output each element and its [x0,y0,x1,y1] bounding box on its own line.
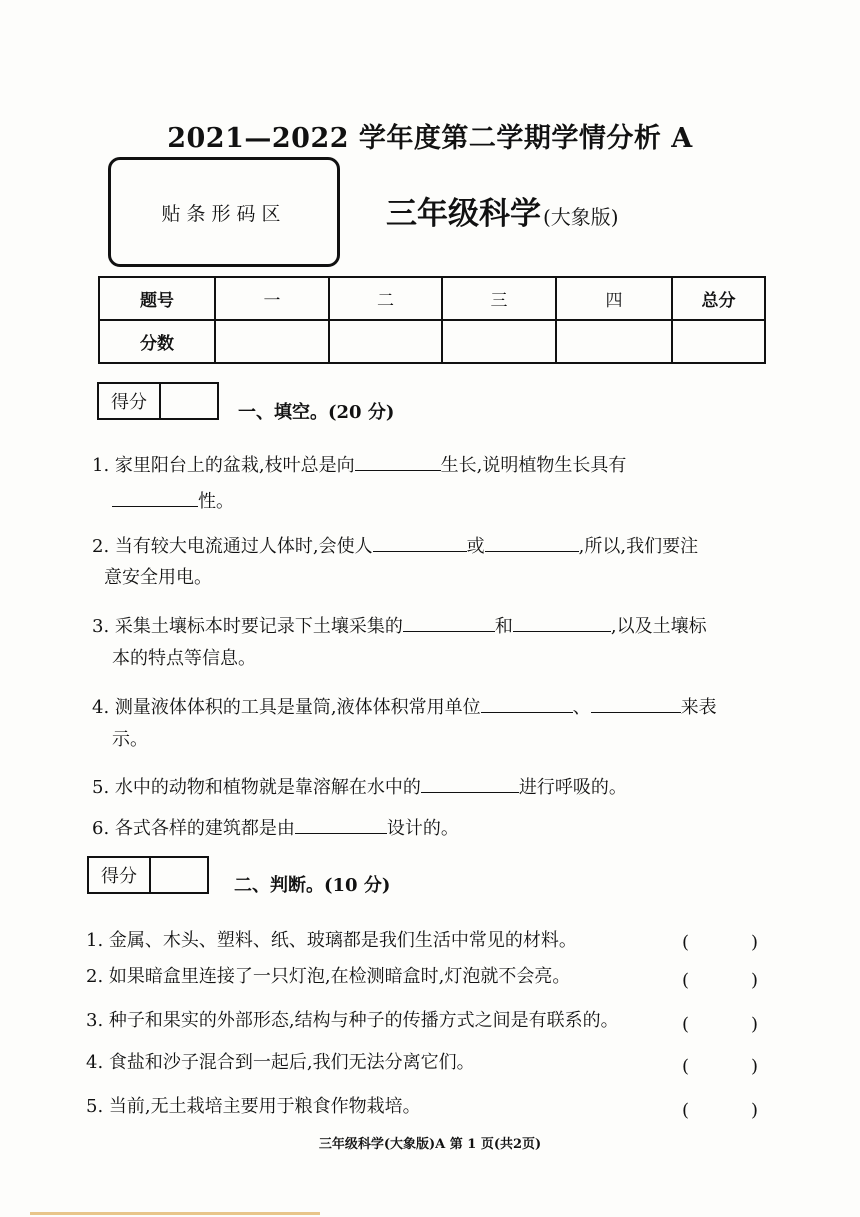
edition-label: (大象版) [543,205,619,229]
answer-blank[interactable] [481,694,573,713]
question-4-line-1 [92,694,772,719]
question-1-line-2 [112,488,792,513]
answer-paren-close: ) [751,932,759,953]
question-text: 进行呼吸的。 [518,777,627,798]
answer-paren-open: ( [682,1056,690,1077]
answer-paren-close: ) [751,1014,759,1035]
question-text: 性。 [198,491,234,512]
question-text: 或 [466,536,485,557]
table-row [99,277,765,320]
score-box-label: 得分 [99,384,161,418]
question-text: 1. 家里阳台上的盆栽,枝叶总是向 [92,455,355,476]
question-text: 4. 测量液体体积的工具是量筒,液体体积常用单位 [92,697,481,718]
judgment-item-5: 5. 当前,无土栽培主要用于粮食作物栽培。 [86,1096,421,1117]
question-text: 6. 各式各样的建筑都是由 [92,818,295,839]
score-summary-table [98,276,766,364]
question-text: 2. 当有较大电流通过人体时,会使人 [92,536,373,557]
judgment-item-4: 4. 食盐和沙子混合到一起后,我们无法分离它们。 [86,1052,475,1073]
answer-paren-close: ) [751,1056,759,1077]
question-text: 、 [572,697,591,718]
question-3-line-1 [92,613,772,638]
question-text: ,以及土壤标 [610,616,707,637]
answer-blank[interactable] [403,613,495,632]
answer-paren-open: ( [682,932,690,953]
section-score-box [97,382,219,420]
answer-blank[interactable] [295,815,387,834]
score-box-blank[interactable] [161,384,217,418]
score-cell[interactable] [442,320,556,363]
judgment-item-1: 1. 金属、木头、塑料、纸、玻璃都是我们生活中常见的材料。 [86,930,577,951]
answer-blank[interactable] [513,613,611,632]
table-header-cell: 三 [442,277,556,320]
table-row-label: 分数 [99,320,215,363]
question-6 [92,815,772,840]
page-footer: 三年级科学(大象版)A 第 1 页(共2页) [318,1137,542,1152]
question-text: 设计的。 [386,818,459,839]
score-box-blank[interactable] [151,858,207,892]
score-cell[interactable] [215,320,329,363]
section-score-box [87,856,209,894]
question-text: 3. 采集土壤标本时要记录下土壤采集的 [92,616,403,637]
answer-paren-close: ) [751,970,759,991]
subject-title [386,188,619,233]
score-cell[interactable] [672,320,765,363]
judgment-item-2: 2. 如果暗盒里连接了一只灯泡,在检测暗盒时,灯泡就不会亮。 [86,966,571,987]
table-header-cell: 四 [556,277,672,320]
question-text: 和 [494,616,513,637]
answer-blank[interactable] [591,694,681,713]
answer-blank[interactable] [421,774,519,793]
question-2-line-1 [92,533,772,558]
answer-blank[interactable] [112,488,198,507]
barcode-area [108,157,340,267]
section-2-title: 二、判断。(10 分) [234,875,391,896]
question-text: 来表 [680,697,717,718]
answer-paren-open: ( [682,1014,690,1035]
table-header-cell: 总分 [672,277,765,320]
question-3-line-2: 本的特点等信息。 [112,648,256,669]
table-header-cell: 一 [215,277,329,320]
question-5 [92,774,772,799]
judgment-item-3: 3. 种子和果实的外部形态,结构与种子的传播方式之间是有联系的。 [86,1010,619,1031]
section-1-title: 一、填空。(20 分) [238,402,395,423]
answer-blank[interactable] [373,533,467,552]
answer-blank[interactable] [485,533,579,552]
score-cell[interactable] [556,320,672,363]
question-text: ,所以,我们要注 [578,536,699,557]
answer-blank[interactable] [355,452,441,471]
question-2-line-2: 意安全用电。 [104,567,212,588]
score-box-label: 得分 [89,858,151,892]
barcode-label: 贴条形码区 [161,202,287,225]
question-text: 生长,说明植物生长具有 [440,455,627,476]
question-4-line-2: 示。 [112,729,148,750]
question-text: 5. 水中的动物和植物就是靠溶解在水中的 [92,777,421,798]
answer-paren-open: ( [682,1100,690,1121]
table-header-cell: 二 [329,277,442,320]
table-header-cell: 题号 [99,277,215,320]
table-row [99,320,765,363]
exam-title: 2021—2022 学年度第二学期学情分析 A [167,123,693,154]
answer-paren-open: ( [682,970,690,991]
score-cell[interactable] [329,320,442,363]
answer-paren-close: ) [751,1100,759,1121]
subject-name: 三年级科学 [386,196,541,232]
scan-edge-mark [30,1212,320,1215]
question-1-line-1 [92,452,772,477]
